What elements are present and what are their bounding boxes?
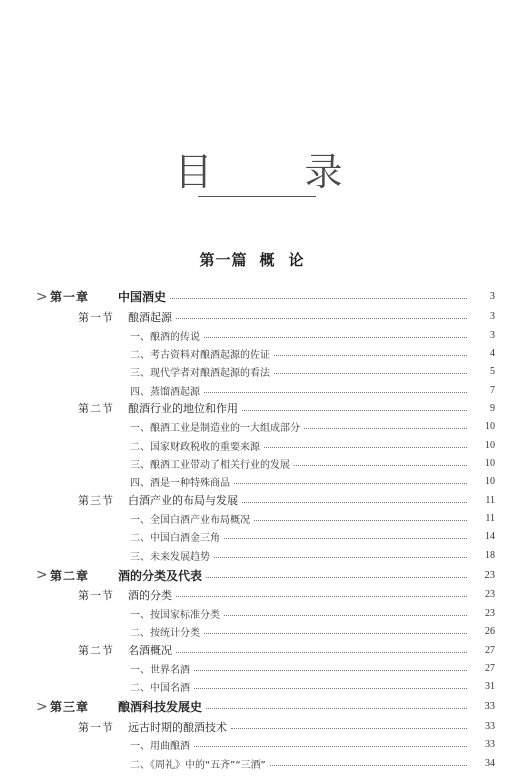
toc-title: 目 录 bbox=[174, 150, 383, 194]
toc-item-entry[interactable] bbox=[0, 623, 517, 641]
dot-leader bbox=[270, 765, 467, 766]
toc-page-number: 3 bbox=[490, 311, 495, 323]
toc-entry-title: 酿酒行业的地位和作用 bbox=[128, 402, 238, 416]
toc-item-entry[interactable] bbox=[0, 344, 517, 362]
toc-entry-label bbox=[78, 400, 242, 416]
toc-entry-title: 白酒产业的布局与发展 bbox=[128, 494, 238, 508]
toc-entry-title: 二、《周礼》中的“五齐”“三酒” bbox=[130, 759, 266, 771]
toc-entry-label bbox=[130, 456, 294, 471]
toc-item-entry[interactable] bbox=[0, 604, 517, 622]
toc-entry-title: 二、考古资料对酿酒起源的佐证 bbox=[130, 349, 270, 361]
toc-entry-label bbox=[130, 364, 274, 379]
chevron-right-icon: > bbox=[36, 698, 48, 715]
dot-leader bbox=[254, 520, 467, 521]
toc-item-entry[interactable] bbox=[0, 363, 517, 381]
toc-entry-label bbox=[78, 587, 176, 603]
toc-entry-number: 第二章 bbox=[50, 568, 90, 583]
toc-entry-title: 三、酿酒工业带动了相关行业的发展 bbox=[130, 459, 290, 471]
toc-item-entry[interactable] bbox=[0, 736, 517, 754]
toc-entry-title: 三、未来发展趋势 bbox=[130, 551, 210, 563]
toc-section-entry[interactable] bbox=[0, 308, 517, 326]
toc-page-number: 11 bbox=[485, 494, 495, 506]
toc-entry-label bbox=[130, 383, 204, 398]
toc-page-number: 3 bbox=[489, 291, 495, 303]
toc-entry-label bbox=[130, 346, 274, 361]
toc-page-number: 9 bbox=[490, 402, 495, 414]
toc-page-number: 7 bbox=[490, 384, 495, 396]
part-name: 概论 bbox=[259, 251, 318, 269]
toc-page-number: 10 bbox=[485, 439, 495, 451]
toc-page-number: 33 bbox=[484, 701, 495, 713]
toc-item-entry[interactable] bbox=[0, 418, 517, 436]
toc-section-entry[interactable] bbox=[0, 717, 517, 735]
dot-leader bbox=[194, 670, 467, 671]
toc-entry-label bbox=[130, 756, 270, 771]
toc-entry-title: 酿酒起源 bbox=[128, 310, 172, 324]
toc-entry-number: 第三节 bbox=[78, 494, 114, 508]
toc-page-number: 14 bbox=[485, 531, 495, 543]
toc-list bbox=[0, 286, 517, 772]
chevron-right-icon: > bbox=[36, 288, 48, 305]
toc-item-entry[interactable] bbox=[0, 473, 517, 491]
dot-leader bbox=[176, 596, 467, 597]
toc-entry-title: 一、世界名酒 bbox=[130, 664, 190, 676]
toc-page-number: 31 bbox=[485, 681, 495, 693]
toc-page-number: 27 bbox=[485, 644, 495, 656]
toc-entry-label bbox=[78, 719, 231, 735]
toc-entry-label bbox=[130, 438, 264, 453]
toc-item-entry[interactable] bbox=[0, 381, 517, 399]
toc-entry-title: 一、酿酒的传说 bbox=[130, 331, 200, 343]
toc-entry-title: 二、国家财政税收的重要来源 bbox=[130, 441, 260, 453]
part-label: 第一篇 bbox=[199, 251, 248, 269]
toc-entry-number: 第二节 bbox=[78, 402, 114, 416]
toc-entry-title: 一、用曲酿酒 bbox=[130, 741, 190, 753]
toc-page-number: 10 bbox=[485, 457, 495, 469]
dot-leader bbox=[274, 373, 467, 374]
dot-leader bbox=[224, 615, 467, 616]
dot-leader bbox=[204, 392, 467, 393]
toc-entry-label bbox=[130, 511, 254, 526]
toc-page-number: 23 bbox=[485, 589, 495, 601]
toc-item-entry[interactable] bbox=[0, 754, 517, 772]
dot-leader bbox=[176, 318, 467, 319]
dot-leader bbox=[242, 410, 467, 411]
title-underline bbox=[198, 196, 316, 197]
toc-page-number: 4 bbox=[490, 347, 495, 359]
toc-entry-label bbox=[130, 548, 214, 563]
toc-page-number: 10 bbox=[485, 421, 495, 433]
dot-leader bbox=[170, 298, 467, 299]
toc-entry-label bbox=[130, 679, 194, 694]
part-title bbox=[0, 249, 517, 270]
toc-page-number: 11 bbox=[485, 512, 495, 524]
toc-entry-number: 第三章 bbox=[50, 700, 90, 715]
toc-entry-label bbox=[50, 567, 206, 584]
toc-entry-label bbox=[130, 328, 204, 343]
toc-section-entry[interactable] bbox=[0, 399, 517, 417]
toc-entry-label bbox=[130, 606, 224, 621]
toc-item-entry[interactable] bbox=[0, 326, 517, 344]
dot-leader bbox=[204, 337, 467, 338]
toc-entry-title: 一、按国家标准分类 bbox=[130, 609, 220, 621]
toc-entry-label bbox=[78, 492, 242, 508]
toc-entry-number: 第一节 bbox=[78, 310, 114, 324]
toc-page-number: 26 bbox=[485, 626, 495, 638]
toc-item-entry[interactable] bbox=[0, 659, 517, 677]
dot-leader bbox=[242, 502, 467, 503]
dot-leader bbox=[206, 708, 467, 709]
toc-page-number: 23 bbox=[484, 569, 495, 581]
toc-chapter-entry[interactable] bbox=[0, 286, 517, 308]
toc-entry-title: 酒的分类 bbox=[128, 588, 172, 602]
toc-entry-label bbox=[130, 624, 204, 639]
toc-item-entry[interactable] bbox=[0, 454, 517, 472]
toc-page-number: 18 bbox=[485, 549, 495, 561]
toc-entry-label bbox=[130, 661, 194, 676]
toc-page-number: 10 bbox=[485, 476, 495, 488]
toc-entry-label bbox=[78, 642, 176, 658]
toc-page-number: 33 bbox=[485, 739, 495, 751]
toc-item-entry[interactable] bbox=[0, 436, 517, 454]
toc-entry-title: 名酒概况 bbox=[128, 644, 172, 658]
dot-leader bbox=[194, 688, 467, 689]
toc-entry-title: 四、酒是一种特殊商品 bbox=[130, 478, 230, 490]
toc-page-number: 27 bbox=[485, 662, 495, 674]
toc-entry-label bbox=[50, 288, 170, 305]
toc-page-number: 23 bbox=[485, 607, 495, 619]
toc-section-entry[interactable] bbox=[0, 641, 517, 659]
dot-leader bbox=[234, 483, 467, 484]
chevron-right-icon: > bbox=[36, 567, 48, 584]
dot-leader bbox=[194, 746, 467, 747]
toc-entry-number: 第一节 bbox=[78, 720, 114, 734]
toc-page-number: 34 bbox=[485, 757, 495, 769]
dot-leader bbox=[206, 577, 467, 578]
toc-item-entry[interactable] bbox=[0, 546, 517, 564]
toc-entry-label bbox=[130, 529, 224, 544]
toc-entry-title: 一、酿酒工业是制造业的一大组成部分 bbox=[130, 423, 300, 435]
toc-page-number: 5 bbox=[490, 366, 495, 378]
toc-entry-title: 二、中国名酒 bbox=[130, 683, 190, 695]
toc-entry-title: 二、中国白酒金三角 bbox=[130, 533, 220, 545]
toc-entry-title: 三、现代学者对酿酒起源的看法 bbox=[130, 368, 270, 380]
toc-entry-title: 酒的分类及代表 bbox=[118, 568, 203, 583]
toc-chapter-entry[interactable] bbox=[0, 696, 517, 718]
dot-leader bbox=[224, 538, 467, 539]
toc-entry-title: 一、全国白酒产业布局概况 bbox=[130, 514, 250, 526]
toc-item-entry[interactable] bbox=[0, 509, 517, 527]
toc-entry-title: 酿酒科技发展史 bbox=[118, 700, 203, 715]
toc-entry-label bbox=[130, 419, 304, 434]
toc-page-number: 3 bbox=[490, 329, 495, 341]
toc-entry-title: 二、按统计分类 bbox=[130, 628, 200, 640]
toc-section-entry[interactable] bbox=[0, 586, 517, 604]
dot-leader bbox=[264, 447, 467, 448]
toc-entry-number: 第一节 bbox=[78, 588, 114, 602]
toc-page-number: 33 bbox=[485, 721, 495, 733]
toc-entry-label bbox=[50, 698, 206, 715]
dot-leader bbox=[304, 428, 467, 429]
dot-leader bbox=[231, 728, 467, 729]
dot-leader bbox=[214, 557, 467, 558]
toc-entry-label bbox=[130, 474, 234, 489]
toc-entry-number: 第二节 bbox=[78, 644, 114, 658]
dot-leader bbox=[176, 652, 467, 653]
toc-entry-title: 四、蒸馏酒起源 bbox=[130, 386, 200, 398]
toc-item-entry[interactable] bbox=[0, 678, 517, 696]
toc-entry-title: 远古时期的酿酒技术 bbox=[128, 720, 227, 734]
toc-entry-number: 第一章 bbox=[50, 290, 90, 305]
dot-leader bbox=[274, 355, 467, 356]
toc-section-entry[interactable] bbox=[0, 491, 517, 509]
toc-entry-label bbox=[130, 737, 194, 752]
dot-leader bbox=[204, 633, 467, 634]
dot-leader bbox=[294, 465, 467, 466]
toc-chapter-entry[interactable] bbox=[0, 564, 517, 586]
toc-item-entry[interactable] bbox=[0, 528, 517, 546]
toc-entry-label bbox=[78, 309, 176, 325]
toc-entry-title: 中国酒史 bbox=[118, 290, 167, 305]
